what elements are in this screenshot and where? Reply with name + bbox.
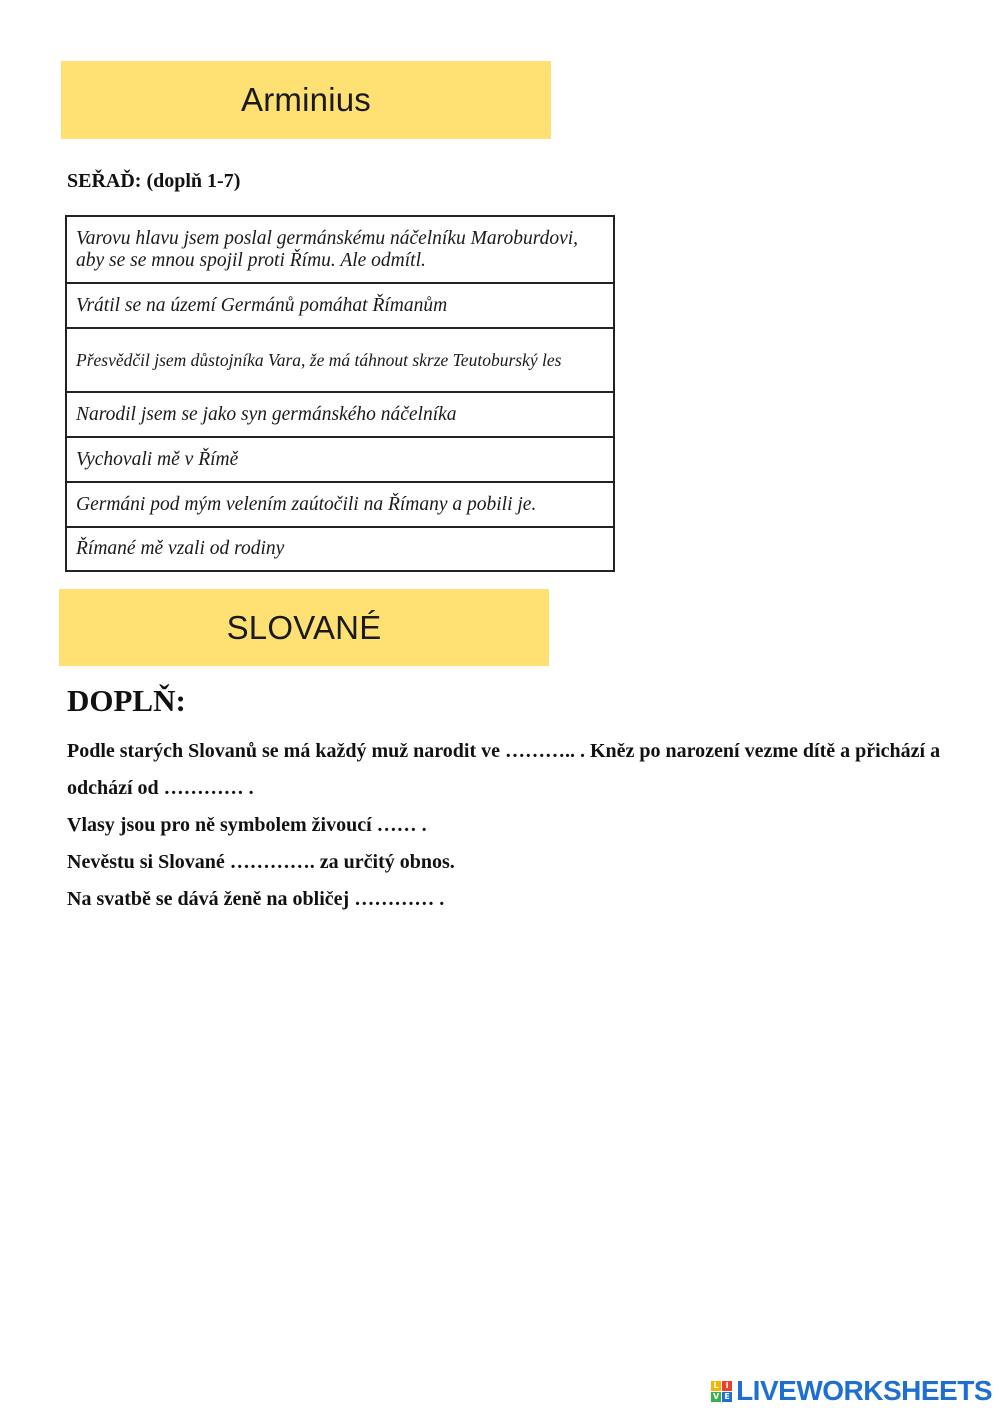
logo-mark-icon: [711, 1381, 732, 1402]
table-row: [66, 437, 614, 482]
logo-letter: I: [722, 1381, 732, 1391]
fill-in-heading: DOPLŇ:: [67, 683, 186, 718]
table-row: [66, 328, 614, 392]
fill-in-sentence: Podle starých Slovanů se má každý muž narodit ve ……….. . Kněz po narození vezme dítě a přichází a odchází od ………… .: [67, 740, 941, 799]
table-row: [66, 283, 614, 328]
section-banner-slovane: [59, 589, 549, 666]
logo-letter: V: [712, 1391, 720, 1401]
table-row: [66, 392, 614, 437]
ordering-item: Varovu hlavu jsem poslal germánskému náčelníku Maroburdovi, aby se se mnou spojil proti Římu. Ale odmítl.: [66, 216, 614, 283]
table-row: [66, 527, 614, 571]
table-row: [66, 482, 614, 527]
fill-in-sentence: Vlasy jsou pro ně symbolem živoucí …… .: [67, 814, 427, 836]
logo-letter: L: [711, 1381, 721, 1391]
fill-in-sentence: Na svatbě se dává ženě na obličej ………… .: [67, 888, 445, 910]
ordering-item: Narodil jsem se jako syn germánského náčelníka: [66, 392, 614, 437]
logo-text: LIVEWORKSHEETS: [736, 1375, 992, 1406]
ordering-item: Germáni pod mým velením zaútočili na Římany a pobili je.: [66, 482, 614, 527]
section-banner-arminius: [61, 61, 551, 139]
fill-in-text: [67, 733, 947, 918]
logo-letter: E: [722, 1392, 732, 1402]
section-title: SLOVANÉ: [226, 608, 382, 646]
ordering-item: Vychovali mě v Římě: [66, 437, 614, 482]
liveworksheets-logo: [711, 1375, 992, 1407]
section-title: Arminius: [241, 81, 371, 118]
ordering-instruction: SEŘAĎ: (doplň 1-7): [67, 170, 241, 192]
ordering-item: Římané mě vzali od rodiny: [66, 527, 614, 571]
ordering-item: Přesvědčil jsem důstojníka Vara, že má táhnout skrze Teutoburský les: [66, 328, 614, 392]
ordering-item: Vrátil se na území Germánů pomáhat Římanům: [66, 283, 614, 328]
table-row: [66, 216, 614, 283]
fill-in-sentence: Nevěstu si Slované …………. za určitý obnos.: [67, 851, 455, 873]
ordering-table: [65, 215, 615, 572]
